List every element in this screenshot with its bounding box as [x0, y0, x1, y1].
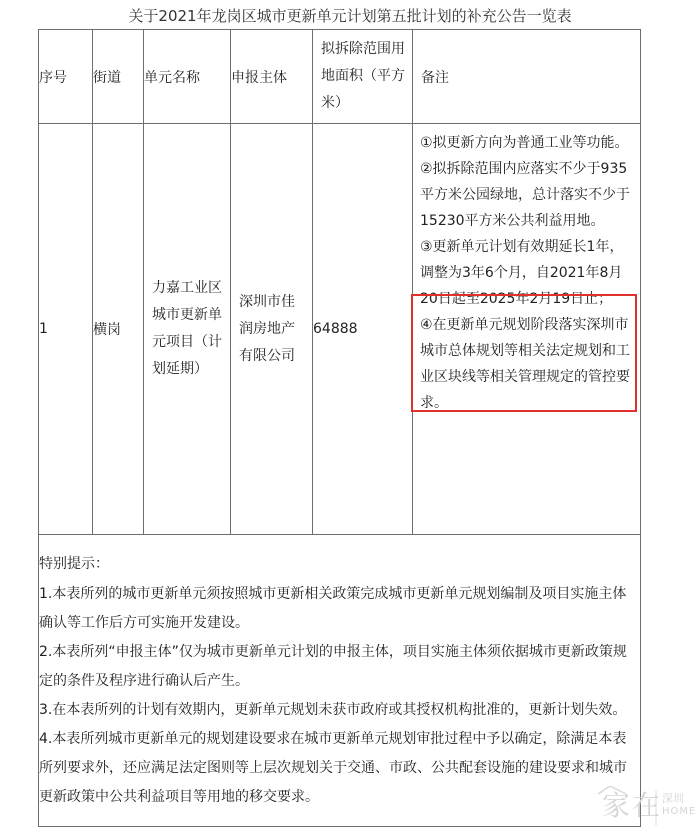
special-tips-heading: 特别提示： [39, 555, 109, 572]
note-1: ①拟更新方向为普通工业等功能。 [420, 135, 629, 151]
table-row [39, 124, 641, 535]
header-unit-name: 单元名称 [144, 30, 231, 124]
special-tip-3: 3.在本表所列的计划有效期内，更新单元规划未获市政府或其授权机构批准的，更新计划失效。 [39, 701, 627, 718]
header-area: 拟拆除范围用地面积（平方米） [313, 30, 413, 124]
cell-area: 64888 [313, 124, 413, 535]
special-tip-4: 4.本表所列城市更新单元的规划建设要求在城市更新单元规划审批过程中予以确定，除满足本表所列要求外，还应满足法定图则等上层次规划关于交通、市政、公共配套设施的建设要求和城市更新政策中公共利益项目等用地的移交要求。 [39, 730, 627, 805]
cell-applicant: 深圳市佳润房地产有限公司 [231, 124, 313, 535]
watermark-en: HOME [662, 806, 697, 817]
header-seq: 序号 [39, 30, 93, 124]
note-2: ②拟拆除范围内应落实不少于935平方米公园绿地，总计落实不少于15230平方米公共利益用地。 [420, 161, 630, 229]
header-notes: 备注 [413, 30, 641, 124]
watermark-city: 深圳 [662, 792, 684, 805]
special-tips-cell [39, 535, 641, 827]
header-applicant: 申报主体 [231, 30, 313, 124]
special-tip-1: 1.本表所列的城市更新单元须按照城市更新相关政策完成城市更新单元规划编制及项目实施主体确认等工作后方可实施开发建设。 [39, 585, 627, 631]
supplement-table [38, 29, 641, 827]
table-header-row [39, 30, 641, 124]
cell-unit-name: 力嘉工业区城市更新单元项目（计划延期） [144, 124, 231, 535]
cell-street: 横岗 [93, 124, 144, 535]
header-street: 街道 [93, 30, 144, 124]
watermark-text: 家在 [602, 789, 663, 822]
special-tips-row [39, 535, 641, 827]
special-tip-2: 2.本表所列“申报主体”仅为城市更新单元计划的申报主体，项目实施主体须依据城市更新政策规定的条件及程序进行确认后产生。 [39, 643, 627, 689]
cell-notes [413, 124, 641, 535]
note-4: ④在更新单元规划阶段落实深圳市城市总体规划等相关法定规划和工业区块线等相关管理规定的管控要求。 [420, 317, 630, 411]
note-3: ③更新单元计划有效期延长1年，调整为3年6个月，自2021年8月20日起至2025年2月19日止； [420, 239, 624, 307]
page-title: 关于2021年龙岗区城市更新单元计划第五批计划的补充公告一览表 [128, 7, 572, 25]
cell-seq: 1 [39, 124, 93, 535]
